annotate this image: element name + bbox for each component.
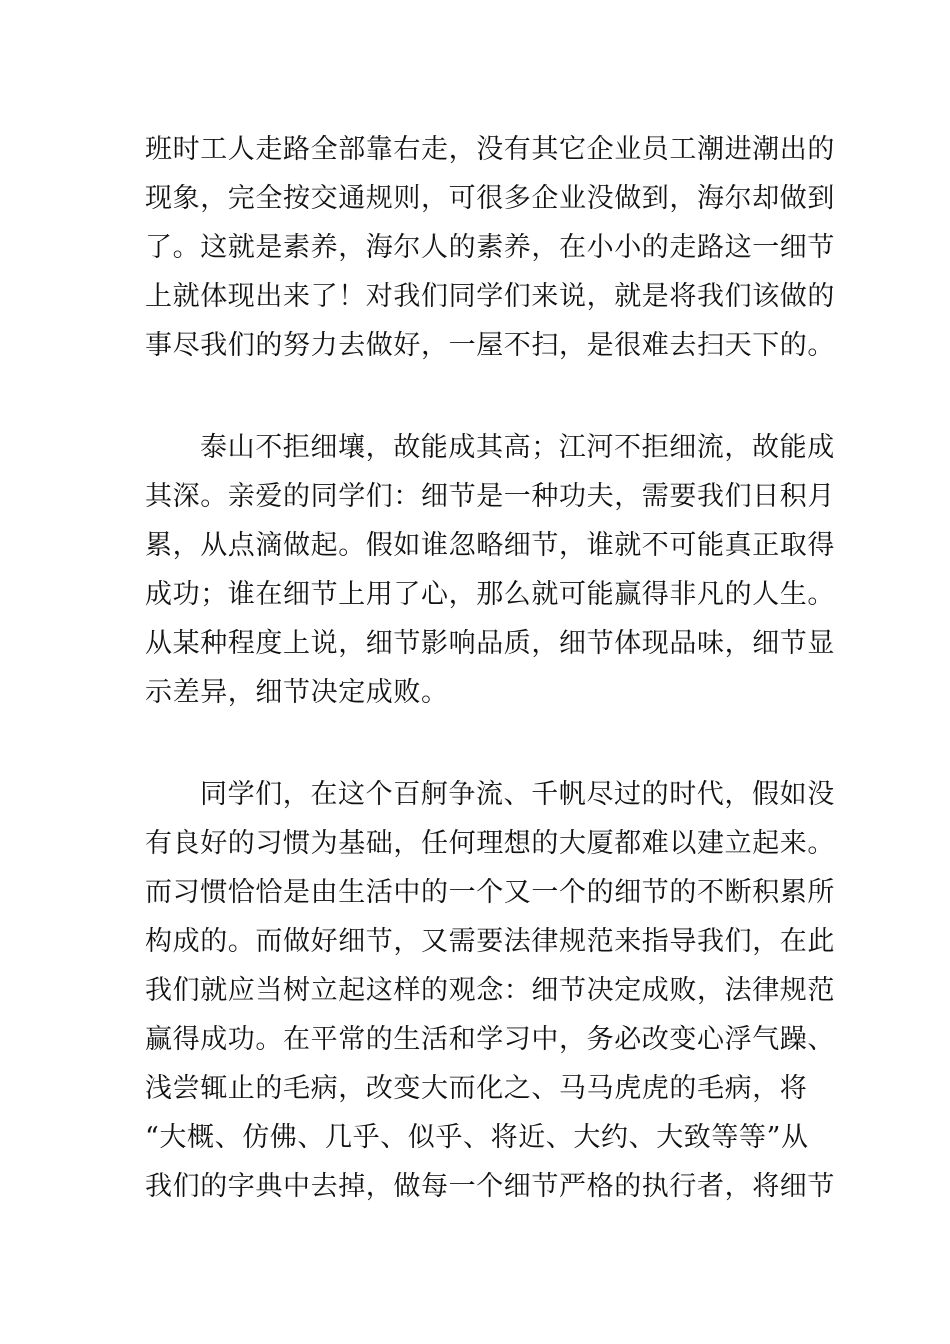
paragraph-3-line-9: 我们的字典中去掉，做每一个细节严格的执行者，将细节 <box>145 1171 835 1202</box>
paragraph-3-line-4: 构成的。而做好细节，又需要法律规范来指导我们，在此 <box>145 926 835 957</box>
paragraph-3-line-6: 赢得成功。在平常的生活和学习中，务必改变心浮气躁、 <box>145 1024 835 1055</box>
paragraph-3-line-2: 有良好的习惯为基础，任何理想的大厦都难以建立起来。 <box>145 828 835 859</box>
paragraph-2-line-6: 示差异，细节决定成败。 <box>145 677 449 708</box>
paragraph-1-line-1: 班时工人走路全部靠右走，没有其它企业员工潮进潮出的 <box>145 134 835 165</box>
paragraph-3-line-5: 我们就应当树立起这样的观念：细节决定成败，法律规范 <box>145 975 835 1006</box>
paragraph-2-line-4: 成功；谁在细节上用了心，那么就可能赢得非凡的人生。 <box>145 579 835 610</box>
paragraph-3-line-3: 而习惯恰恰是由生活中的一个又一个的细节的不断积累所 <box>145 877 835 908</box>
paragraph-3-line-8: “大概、仿佛、几乎、似乎、将近、大约、大致等等”从 <box>145 1122 809 1153</box>
paragraph-1-line-3: 了。这就是素养，海尔人的素养，在小小的走路这一细节 <box>145 232 835 263</box>
paragraph-1-line-2: 现象，完全按交通规则，可很多企业没做到，海尔却做到 <box>145 183 835 214</box>
paragraph-2-line-3: 累，从点滴做起。假如谁忽略细节，谁就不可能真正取得 <box>145 530 835 561</box>
paragraph-2-line-2: 其深。亲爱的同学们：细节是一种功夫，需要我们日积月 <box>145 481 835 512</box>
paragraph-3-line-1: 同学们，在这个百舸争流、千帆尽过的时代，假如没 <box>200 779 835 810</box>
paragraph-1-line-5: 事尽我们的努力去做好，一屋不扫，是很难去扫天下的。 <box>145 330 835 361</box>
paragraph-2-line-5: 从某种程度上说，细节影响品质，细节体现品味，细节显 <box>145 628 835 659</box>
paragraph-3-line-7: 浅尝辄止的毛病，改变大而化之、马马虎虎的毛病，将 <box>145 1073 808 1104</box>
paragraph-2-line-1: 泰山不拒细壤，故能成其高；江河不拒细流，故能成 <box>200 432 835 463</box>
paragraph-1-line-4: 上就体现出来了！对我们同学们来说，就是将我们该做的 <box>145 281 835 312</box>
